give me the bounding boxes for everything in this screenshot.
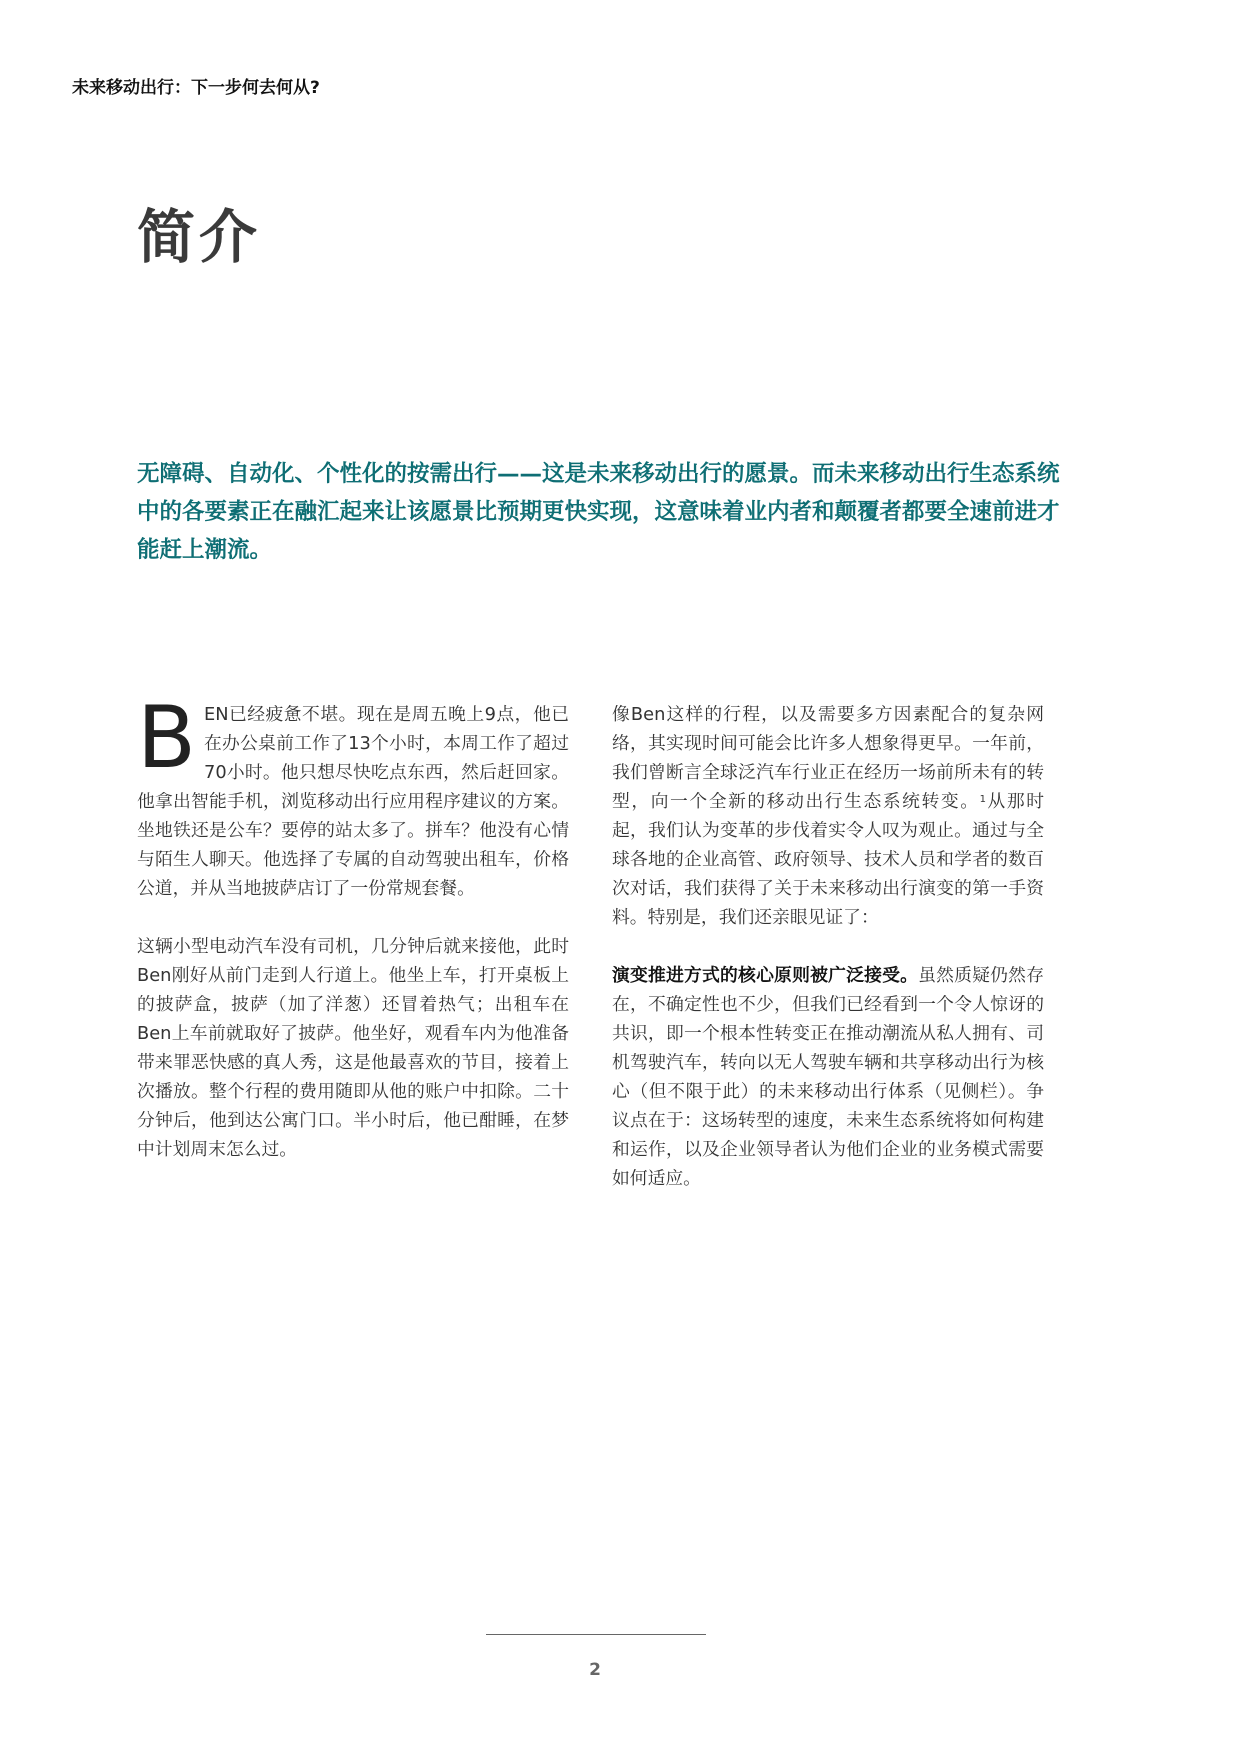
body-paragraph xyxy=(612,700,1044,932)
drop-cap-continuation: EN xyxy=(204,704,229,725)
lead-paragraph: 无障碍、自动化、个性化的按需出行——这是未来移动出行的愿景。而未来移动出行生态系统中的各要素正在融汇起来让该愿景比预期更快实现，这意味着业内者和颠覆者都要全速前进才能赶上潮流。 xyxy=(137,461,1060,563)
page-title: 简介 xyxy=(137,203,262,271)
key-point-heading: 演变推进方式的核心原则被广泛接受。 xyxy=(612,965,919,986)
drop-cap: B xyxy=(137,688,196,788)
body-column-right xyxy=(612,700,1044,1222)
body-text: 像Ben这样的行程，以及需要多方因素配合的复杂网络，其实现时间可能会比许多人想象得更早。一年前，我们曾断言全球泛汽车行业正在经历一场前所未有的转型，向一个全新的移动出行生态系统转变。 xyxy=(612,704,1044,812)
page-number: 2 xyxy=(589,1660,601,1680)
body-text: 虽然质疑仍然存在，不确定性也不少，但我们已经看到一个令人惊讶的共识，即一个根本性转变正在推动潮流从私人拥有、司机驾驶汽车，转向以无人驾驶车辆和共享移动出行为核心（但不限于此）的未来移动出行体系（见侧栏）。争议点在于：这场转型的速度，未来生态系统将如何构建和运作，以及企业领导者认为他们企业的业务模式需要如何适应。 xyxy=(612,965,1044,1189)
body-paragraph: 这辆小型电动汽车没有司机，几分钟后就来接他，此时Ben刚好从前门走到人行道上。他坐上车，打开桌板上的披萨盒，披萨（加了洋葱）还冒着热气；出租车在Ben上车前就取好了披萨。他坐好，观看车内为他准备带来罪恶快感的真人秀，这是他最喜欢的节目，接着上次播放。整个行程的费用随即从他的账户中扣除。二十分钟后，他到达公寓门口。半小时后，他已酣睡，在梦中计划周末怎么过。 xyxy=(137,936,569,1160)
footer-divider xyxy=(486,1634,706,1635)
body-paragraph xyxy=(137,688,569,903)
body-text: 从那时起，我们认为变革的步伐着实令人叹为观止。通过与全球各地的企业高管、政府领导、技术人员和学者的数百次对话，我们获得了关于未来移动出行演变的第一手资料。特别是，我们还亲眼见证了： xyxy=(612,791,1044,928)
body-text: 已经疲惫不堪。现在是周五晚上9点，他已在办公桌前工作了13个小时，本周工作了超过70小时。他只想尽快吃点东西，然后赶回家。他拿出智能手机，浏览移动出行应用程序建议的方案。坐地铁还是公车？要停的站太多了。拼车？他没有心情与陌生人聊天。他选择了专属的自动驾驶出租车，价格公道，并从当地披萨店订了一份常规套餐。 xyxy=(137,704,569,899)
body-paragraph xyxy=(612,961,1044,1193)
footnote-marker[interactable]: 1 xyxy=(979,794,986,805)
body-column-left xyxy=(137,688,569,1193)
running-header: 未来移动出行：下一步何去何从? xyxy=(72,78,320,98)
